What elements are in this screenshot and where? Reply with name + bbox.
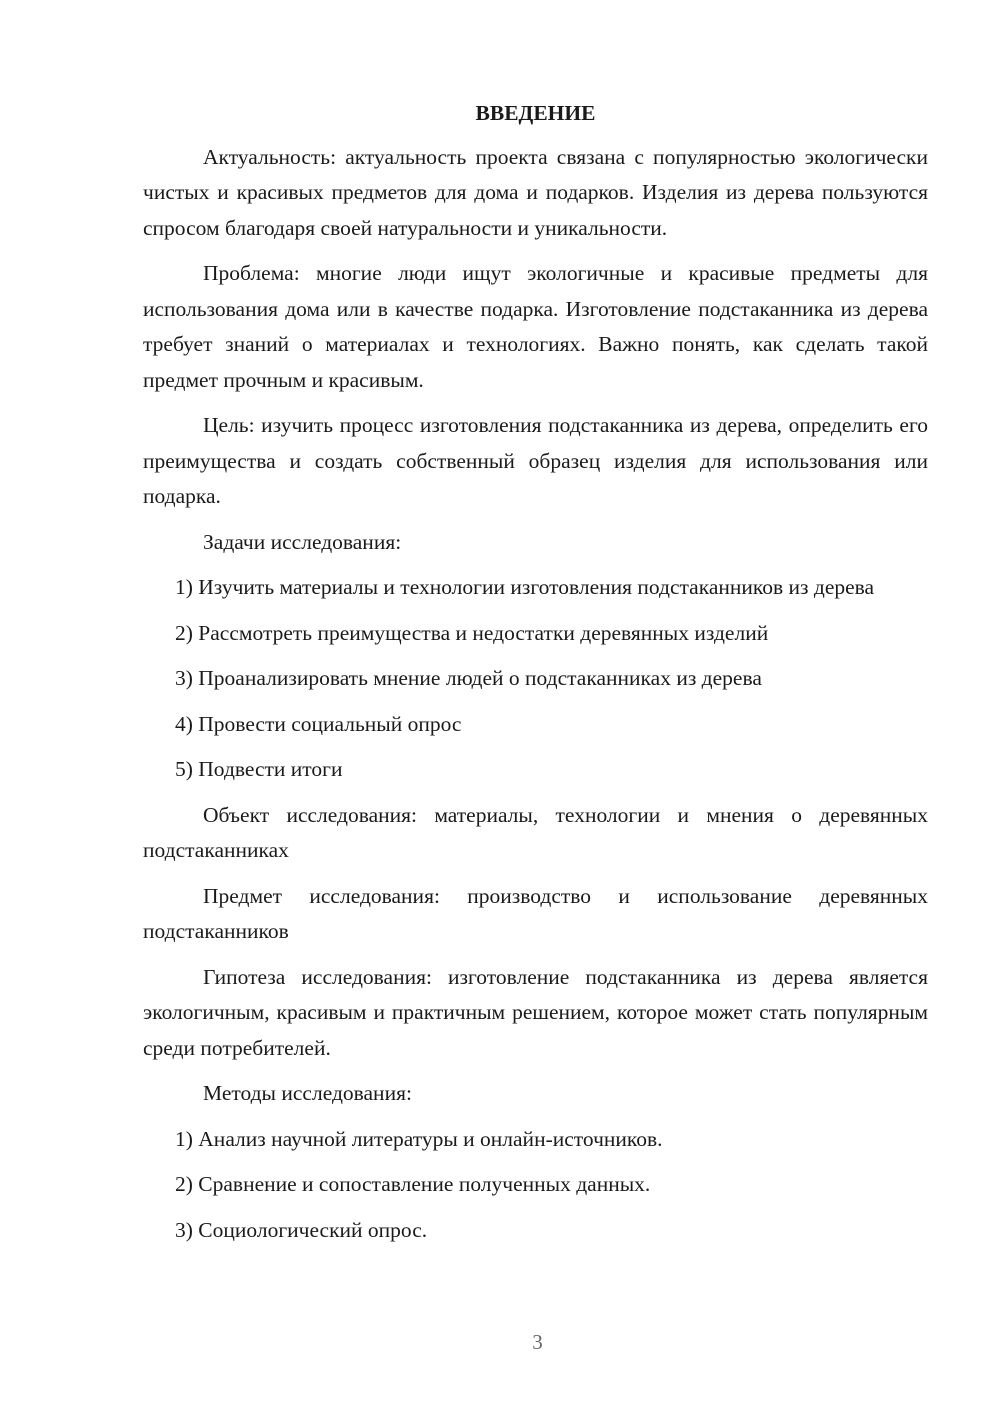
paragraph-object: Объект исследования: материалы, технологии и мнения о деревянных подстаканниках	[143, 802, 928, 862]
page-content	[143, 96, 928, 1258]
paragraph-relevance: Актуальность: актуальность проекта связана с популярностью экологически чистых и красивых предметов для дома и подарков. Изделия из дерева пользуются спросом благодаря своей натуральности и уникальности.	[143, 144, 928, 240]
methods-heading: Методы исследования:	[203, 1081, 412, 1105]
method-item-1: 1) Анализ научной литературы и онлайн-источников.	[175, 1126, 663, 1151]
paragraph-problem: Проблема: многие люди ищут экологичные и красивые предметы для использования дома или в качестве подарка. Изготовление подстаканника из дерева требует знаний о материалах и технологиях. Важно понять, как сделать такой предмет прочным и красивым.	[143, 261, 928, 392]
paragraph-goal: Цель: изучить процесс изготовления подстаканника из дерева, определить его преимущества и создать собственный образец изделия для использования или подарка.	[143, 413, 928, 508]
task-item-2: 2) Рассмотреть преимущества и недостатки деревянных изделий	[175, 620, 769, 645]
paragraph-subject: Предмет исследования: производство и использование деревянных подстаканников	[143, 883, 928, 943]
task-item-5: 5) Подвести итоги	[175, 757, 343, 781]
task-item-1: 1) Изучить материалы и технологии изготовления подстаканников из дерева	[175, 575, 875, 599]
method-item-3: 3) Социологический опрос.	[175, 1217, 428, 1242]
section-title: ВВЕДЕНИЕ	[475, 101, 596, 125]
task-item-3: 3) Проанализировать мнение людей о подстаканниках из дерева	[175, 666, 762, 690]
page-number: 3	[532, 1330, 543, 1354]
paragraph-hypothesis: Гипотеза исследования: изготовление подстаканника из дерева является экологичным, красивым и практичным решением, которое может стать популярным среди потребителей.	[143, 964, 928, 1060]
task-item-4: 4) Провести социальный опрос	[175, 711, 462, 736]
method-item-2: 2) Сравнение и сопоставление полученных данных.	[175, 1172, 651, 1196]
tasks-heading: Задачи исследования:	[203, 529, 402, 554]
